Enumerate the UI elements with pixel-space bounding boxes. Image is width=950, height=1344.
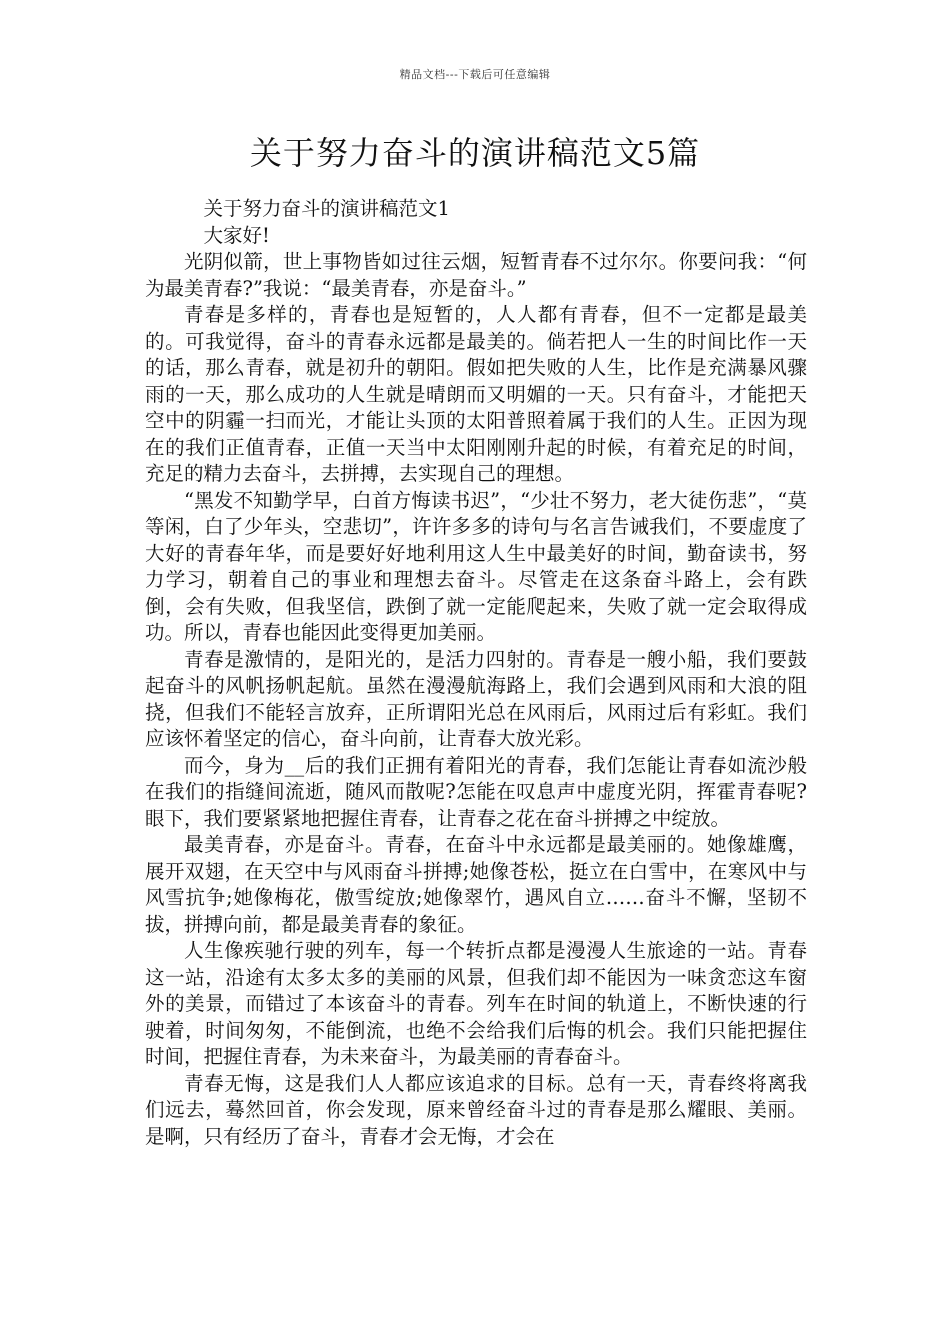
greeting: 大家好! <box>203 223 270 247</box>
paragraph: 青春无悔，这是我们人人都应该追求的目标。总有一天，青春终将离我们远去，蓦然回首，你会发现，原来曾经奋斗过的青春是那么耀眼、美丽。是啊，只有经历了奋斗，青春才会无悔，才会在 <box>145 1071 807 1148</box>
paragraph: 青春是多样的，青春也是短暂的，人人都有青春，但不一定都是最美的。可我觉得，奋斗的青春永远都是最美的。倘若把人一生的时间比作一天的话，那么青春，就是初升的朝阳。假如把失败的人生，比作是充满暴风骤雨的一天，那么成功的人生就是晴朗而又明媚的一天。只有奋斗，才能把天空中的阴霾一扫而光，才能让头顶的太阳普照着属于我们的人生。正因为现在的我们正值青春，正值一天当中太阳刚刚升起的时候，有着充足的时间，充足的精力去奋斗，去拼搏，去实现自己的理想。 <box>145 303 807 485</box>
paragraph: 而今，身为__后的我们正拥有着阳光的青春，我们怎能让青春如流沙般在我们的指缝间流逝，随风而散呢?怎能在叹息声中虚度光阴，挥霍青春呢?眼下，我们要紧紧地把握住青春，让青春之花在奋斗拼搏之中绽放。 <box>145 753 807 830</box>
paragraph: 光阴似箭，世上事物皆如过往云烟，短暂青春不过尔尔。你要问我：“何为最美青春?”我说：“最美青春，亦是奋斗。” <box>145 250 807 300</box>
document-body <box>145 196 807 1150</box>
document-title: 关于努力奋斗的演讲稿范文5篇 <box>249 134 701 172</box>
header-note: 精品文档---下载后可任意编辑 <box>399 68 551 81</box>
document-subtitle: 关于努力奋斗的演讲稿范文1 <box>203 197 450 220</box>
paragraph: “黑发不知勤学早，白首方悔读书迟”，“少壮不努力，老大徒伤悲”，“莫等闲，白了少年头，空悲切”，许许多多的诗句与名言告诫我们，不要虚度了大好的青春年华，而是要好好地利用这人生中最美好的时间，勤奋读书，努力学习，朝着自己的事业和理想去奋斗。尽管走在这条奋斗路上，会有跌倒，会有失败，但我坚信，跌倒了就一定能爬起来，失败了就一定会取得成功。所以，青春也能因此变得更加美丽。 <box>145 488 807 644</box>
paragraph: 青春是激情的，是阳光的，是活力四射的。青春是一艘小船，我们要鼓起奋斗的风帆扬帆起航。虽然在漫漫航海路上，我们会遇到风雨和大浪的阻挠，但我们不能轻言放弃，正所谓阳光总在风雨后，风雨过后有彩虹。我们应该怀着坚定的信心，奋斗向前，让青春大放光彩。 <box>145 647 807 750</box>
paragraph: 人生像疾驰行驶的列车，每一个转折点都是漫漫人生旅途的一站。青春这一站，沿途有太多太多的美丽的风景，但我们却不能因为一味贪恋这车窗外的美景，而错过了本该奋斗的青春。列车在时间的轨道上，不断快速的行驶着，时间匆匆，不能倒流，也绝不会给我们后悔的机会。我们只能把握住时间，把握住青春，为未来奋斗，为最美丽的青春奋斗。 <box>145 939 807 1068</box>
paragraph: 最美青春，亦是奋斗。青春，在奋斗中永远都是最美丽的。她像雄鹰，展开双翅，在天空中与风雨奋斗拼搏;她像苍松，挺立在白雪中，在寒风中与风雪抗争;她像梅花，傲雪绽放;她像翠竹，遇风自立……奋斗不懈，坚韧不拔，拼搏向前，都是最美青春的象征。 <box>145 833 807 936</box>
